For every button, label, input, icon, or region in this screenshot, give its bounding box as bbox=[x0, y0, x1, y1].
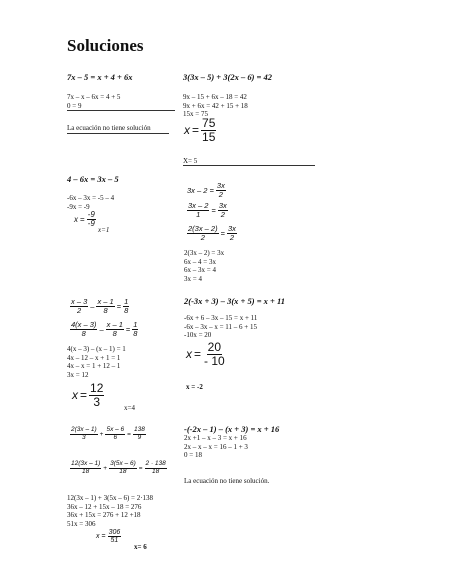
variable: x bbox=[184, 123, 190, 138]
problem-6-fraction bbox=[186, 341, 226, 367]
fraction bbox=[201, 117, 216, 143]
denominator: 51 bbox=[110, 537, 119, 545]
numerator: 5x – 6 bbox=[106, 426, 125, 433]
fraction bbox=[96, 298, 114, 315]
equals-sign: = bbox=[192, 123, 200, 138]
denominator: 9 bbox=[137, 433, 142, 441]
numerator: 20 bbox=[207, 340, 222, 354]
step-line: 0 = 18 bbox=[184, 451, 202, 460]
fraction bbox=[203, 341, 226, 367]
step-line: 9x – 15 + 6x – 18 = 42 bbox=[183, 93, 247, 101]
step-line: 36x – 12 + 15x – 18 = 276 bbox=[67, 502, 142, 511]
numerator: 3x bbox=[218, 201, 227, 210]
step-line: 12(3x – 1) + 3(5x – 6) = 2·138 bbox=[67, 494, 154, 502]
step-line: 2x – x – x = 16 – 1 + 3 bbox=[184, 442, 248, 451]
numerator: 2(3x – 1) bbox=[71, 426, 97, 433]
problem-3-answer: x=1 bbox=[98, 226, 110, 234]
denominator: 8 bbox=[103, 305, 108, 315]
numerator: 1 bbox=[133, 320, 138, 329]
numerator: 12(3x – 1) bbox=[71, 460, 101, 467]
expression: 3x – 2 = bbox=[187, 185, 214, 195]
problem-2-equation: 3(3x – 5) + 3(2x – 6) = 42 bbox=[183, 72, 273, 82]
step-line: 0 = 9 bbox=[67, 101, 82, 110]
step-line: -6x – 3x – x = 11 – 6 + 15 bbox=[184, 322, 257, 331]
denominator: 2 bbox=[220, 209, 225, 219]
problem-5-row-2 bbox=[70, 321, 138, 338]
operator: – bbox=[99, 324, 104, 334]
variable: x bbox=[72, 388, 78, 403]
problem-3-steps bbox=[67, 194, 114, 211]
divider bbox=[67, 110, 175, 111]
denominator: 2 bbox=[77, 305, 82, 315]
problem-3-equation: 4 – 6x = 3x – 5 bbox=[67, 174, 119, 184]
problem-3-fraction bbox=[74, 211, 96, 229]
numerator: x – 1 bbox=[97, 297, 114, 306]
numerator: 75 bbox=[202, 116, 216, 130]
numerator: 12 bbox=[90, 381, 104, 395]
problem-1-equation: 7x – 5 = x + 4 + 6x bbox=[67, 72, 133, 82]
step-line: 7x – x – 6x = 4 + 5 bbox=[67, 93, 121, 101]
fraction bbox=[70, 461, 101, 476]
step-line: 51x = 306 bbox=[67, 520, 96, 529]
problem-8-conclusion: La ecuación no tiene solución. bbox=[184, 477, 270, 485]
fraction bbox=[108, 529, 122, 545]
problem-2-steps bbox=[183, 93, 248, 119]
equals-sign: = bbox=[80, 215, 85, 225]
fraction bbox=[70, 298, 88, 315]
problem-7-steps bbox=[67, 494, 153, 529]
page-title: Soluciones bbox=[67, 36, 144, 55]
problem-5-steps bbox=[67, 345, 126, 380]
equals-sign: = bbox=[125, 324, 131, 334]
equals-sign: = bbox=[138, 464, 143, 472]
divider bbox=[67, 133, 169, 134]
numerator: 306 bbox=[108, 529, 121, 536]
denominator: 3 bbox=[93, 394, 101, 409]
fraction bbox=[89, 382, 104, 408]
operator: + bbox=[103, 464, 108, 472]
numerator: 138 bbox=[133, 426, 145, 433]
numerator: 3(5x – 6) bbox=[110, 460, 136, 467]
numerator: 2(3x – 2) bbox=[188, 224, 218, 233]
step-line: 3x = 12 bbox=[67, 371, 89, 380]
numerator: x – 1 bbox=[106, 320, 123, 329]
problem-5-answer: x=4 bbox=[124, 404, 135, 412]
numerator: 2 · 138 bbox=[145, 460, 166, 467]
problem-2-fraction bbox=[184, 117, 216, 143]
step-line: 15x = 75 bbox=[183, 110, 208, 119]
step-line: 4x – 12 – x + 1 = 1 bbox=[67, 353, 121, 362]
denominator: 8 bbox=[124, 305, 129, 315]
problem-1-conclusion: La ecuación no tiene solución bbox=[67, 124, 151, 132]
denominator: 8 bbox=[112, 328, 117, 338]
fraction bbox=[106, 321, 124, 338]
denominator: 8 bbox=[133, 328, 138, 338]
fraction bbox=[132, 321, 138, 338]
denominator: 2 bbox=[200, 232, 205, 242]
divider bbox=[183, 165, 315, 166]
denominator: 3 bbox=[82, 433, 86, 441]
denominator: 1 bbox=[196, 209, 201, 219]
step-line: 3x = 4 bbox=[184, 275, 202, 284]
step-line: -10x = 20 bbox=[184, 331, 212, 340]
denominator: 18 bbox=[82, 467, 90, 475]
denominator: 18 bbox=[152, 467, 160, 475]
step-line: 6x – 3x = 4 bbox=[184, 266, 216, 275]
problem-4-row-3 bbox=[187, 225, 237, 242]
fraction bbox=[109, 461, 137, 476]
step-line: 2(3x – 2) = 3x bbox=[184, 249, 225, 257]
equals-sign: = bbox=[101, 533, 106, 541]
problem-7-row-1 bbox=[70, 427, 146, 442]
variable: x bbox=[96, 533, 100, 541]
denominator: 6 bbox=[113, 433, 118, 441]
numerator: -9 bbox=[87, 210, 95, 219]
step-line: 2x +1 – x – 3 = x + 16 bbox=[184, 434, 247, 442]
denominator: -9 bbox=[87, 219, 95, 229]
equals-sign: = bbox=[194, 347, 202, 362]
fraction bbox=[105, 427, 125, 442]
fraction bbox=[123, 298, 129, 315]
equals-sign: = bbox=[220, 228, 225, 238]
problem-6-equation: 2(-3x + 3) – 3(x + 5) = x + 11 bbox=[184, 296, 286, 306]
step-line: 6x – 4 = 3x bbox=[184, 257, 216, 266]
numerator: 3x – 2 bbox=[188, 201, 209, 210]
step-line: 36x + 15x = 276 + 12 +18 bbox=[67, 511, 141, 520]
problem-8-steps bbox=[184, 434, 248, 460]
operator: – bbox=[90, 301, 95, 311]
equals-sign: = bbox=[80, 388, 88, 403]
denominator: 8 bbox=[81, 328, 86, 338]
fraction bbox=[87, 211, 96, 229]
denominator: 18 bbox=[119, 467, 127, 475]
numerator: 3x bbox=[216, 181, 225, 190]
problem-5-fraction bbox=[72, 382, 104, 408]
numerator: 4(x – 3) bbox=[71, 320, 97, 329]
equals-sign: = bbox=[127, 430, 131, 438]
step-line: -9x = -9 bbox=[67, 202, 90, 211]
denominator: 2 bbox=[229, 232, 235, 242]
problem-1-steps bbox=[67, 93, 120, 110]
problem-4-steps bbox=[184, 249, 224, 284]
fraction bbox=[187, 202, 209, 219]
problem-6-answer: x = -2 bbox=[186, 383, 203, 391]
step-line: -6x + 6 – 3x – 15 = x + 11 bbox=[184, 314, 258, 322]
fraction bbox=[70, 321, 97, 338]
step-line: 9x + 6x = 42 + 15 + 18 bbox=[183, 101, 248, 110]
numerator: x – 3 bbox=[71, 297, 88, 306]
problem-7-fraction bbox=[96, 529, 121, 545]
fraction bbox=[216, 182, 226, 199]
fraction bbox=[145, 461, 167, 476]
variable: x bbox=[74, 215, 78, 225]
denominator: - 10 bbox=[204, 353, 225, 368]
problem-4-row-2 bbox=[187, 202, 228, 219]
equals-sign: = bbox=[211, 205, 216, 215]
numerator: 3x bbox=[228, 224, 236, 233]
operator: + bbox=[99, 430, 104, 438]
fraction bbox=[187, 225, 219, 242]
numerator: 1 bbox=[124, 297, 129, 306]
step-line: 4(x – 3) – (x – 1) = 1 bbox=[67, 345, 126, 353]
denominator: 2 bbox=[218, 189, 223, 199]
problem-4-row-1 bbox=[187, 182, 226, 199]
problem-6-steps bbox=[184, 314, 257, 340]
step-line: -6x – 3x = -5 – 4 bbox=[67, 194, 115, 202]
fraction bbox=[218, 202, 228, 219]
denominator: 15 bbox=[202, 129, 216, 144]
problem-8-equation: -(-2x – 1) – (x + 3) = x + 16 bbox=[184, 424, 280, 434]
problem-7-answer: x= 6 bbox=[134, 543, 147, 551]
fraction bbox=[133, 427, 146, 442]
step-line: 4x – x = 1 + 12 – 1 bbox=[67, 362, 121, 371]
fraction bbox=[227, 225, 237, 242]
problem-5-row-1 bbox=[70, 298, 129, 315]
fraction bbox=[70, 427, 98, 442]
problem-2-answer: X= 5 bbox=[183, 157, 198, 165]
problem-7-row-2 bbox=[70, 461, 167, 476]
variable: x bbox=[186, 347, 192, 362]
equals-sign: = bbox=[116, 301, 122, 311]
